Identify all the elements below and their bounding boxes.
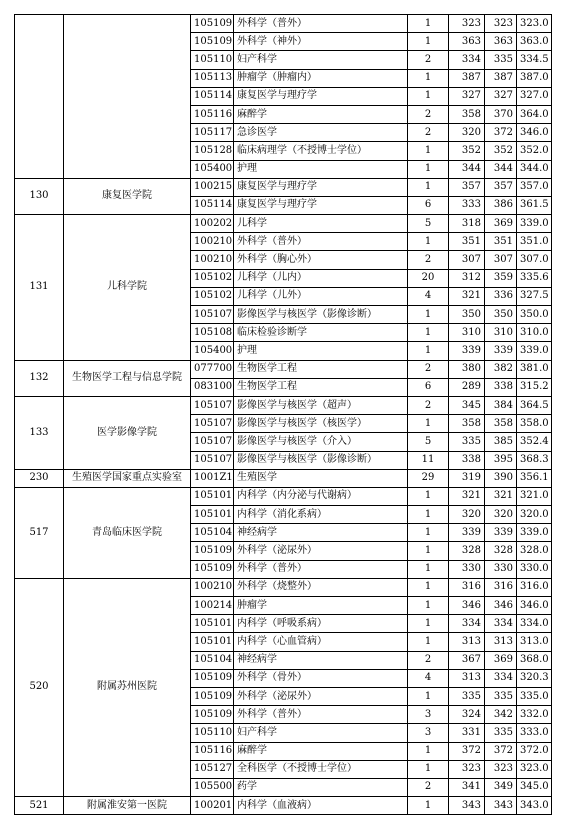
cell-max: 384 [485,396,517,414]
cell-max: 382 [485,360,517,378]
cell-major: 内科学（消化系病） [234,506,408,524]
cell-avg: 321.0 [517,487,552,505]
cell-num: 5 [408,215,449,233]
cell-min: 320 [449,124,485,142]
cell-min: 324 [449,706,485,724]
cell-num: 1 [408,542,449,560]
cell-code: 100210 [191,251,234,269]
cell-code: 105101 [191,487,234,505]
cell-code: 105107 [191,396,234,414]
cell-major: 内科学（呼吸系病） [234,615,408,633]
cell-major: 外科学（神外） [234,33,408,51]
cell-max: 335 [485,51,517,69]
cell-max: 335 [485,687,517,705]
cell-avg: 333.0 [517,724,552,742]
cell-code: 105102 [191,269,234,287]
cell-max: 395 [485,451,517,469]
cell-avg: 335.6 [517,269,552,287]
cell-code: 077700 [191,360,234,378]
cell-max: 370 [485,105,517,123]
cell-max: 350 [485,306,517,324]
cell-avg: 320.3 [517,669,552,687]
cell-major: 外科学（泌尿外） [234,542,408,560]
cell-max: 358 [485,415,517,433]
cell-code: 100210 [191,578,234,596]
cell-avg: 315.2 [517,378,552,396]
cell-min: 335 [449,687,485,705]
cell-num: 2 [408,105,449,123]
cell-num: 2 [408,51,449,69]
cell-code: 100214 [191,597,234,615]
cell-max: 386 [485,196,517,214]
table-row [15,469,552,487]
cell-num: 6 [408,378,449,396]
cell-max: 316 [485,578,517,596]
cell-major: 外科学（普外） [234,560,408,578]
cell-max: 334 [485,615,517,633]
cell-major: 生物医学工程 [234,378,408,396]
cell-major: 临床病理学（不授博士学位） [234,142,408,160]
cell-num: 2 [408,396,449,414]
cell-major: 儿科学（儿内） [234,269,408,287]
cell-min: 387 [449,69,485,87]
cell-major: 影像医学与核医学（影像诊断） [234,306,408,324]
cell-max: 323 [485,15,517,33]
cell-num: 3 [408,724,449,742]
cell-max: 369 [485,651,517,669]
cell-num: 1 [408,142,449,160]
cell-major: 儿科学（儿外） [234,287,408,305]
cell-min: 323 [449,760,485,778]
cell-code: 100215 [191,178,234,196]
cell-major: 康复医学与理疗学 [234,196,408,214]
cell-major: 外科学（胸心外） [234,251,408,269]
cell-num: 2 [408,124,449,142]
unit-name: 附属苏州医院 [64,578,191,796]
cell-max: 321 [485,487,517,505]
cell-avg: 330.0 [517,560,552,578]
cell-avg: 351.0 [517,233,552,251]
table-row [15,396,552,414]
cell-major: 生物医学工程 [234,360,408,378]
cell-avg: 328.0 [517,542,552,560]
cell-num: 1 [408,306,449,324]
cell-num: 1 [408,69,449,87]
cell-avg: 335.0 [517,687,552,705]
cell-major: 康复医学与理疗学 [234,87,408,105]
table-row [15,487,552,505]
cell-avg: 323.0 [517,15,552,33]
unit-number: 133 [15,396,64,469]
cell-code: 105101 [191,633,234,651]
cell-avg: 346.0 [517,124,552,142]
admission-score-table [14,14,552,815]
cell-major: 全科医学（不授博士学位） [234,760,408,778]
cell-min: 310 [449,324,485,342]
cell-code: 105102 [191,287,234,305]
cell-max: 310 [485,324,517,342]
cell-max: 390 [485,469,517,487]
cell-min: 339 [449,342,485,360]
cell-num: 1 [408,760,449,778]
table-row [15,797,552,815]
cell-num: 1 [408,487,449,505]
cell-code: 100201 [191,797,234,815]
cell-avg: 310.0 [517,324,552,342]
cell-max: 338 [485,378,517,396]
cell-min: 345 [449,396,485,414]
cell-min: 339 [449,524,485,542]
cell-code: 105116 [191,105,234,123]
unit-name: 附属淮安第一医院 [64,797,191,815]
cell-min: 346 [449,597,485,615]
cell-num: 1 [408,415,449,433]
cell-code: 105109 [191,706,234,724]
cell-code: 105104 [191,524,234,542]
cell-max: 313 [485,633,517,651]
cell-avg: 363.0 [517,33,552,51]
cell-major: 儿科学 [234,215,408,233]
cell-code: 105109 [191,687,234,705]
cell-code: 105500 [191,778,234,796]
cell-code: 105117 [191,124,234,142]
cell-max: 339 [485,524,517,542]
cell-min: 313 [449,669,485,687]
cell-code: 105108 [191,324,234,342]
unit-name: 医学影像学院 [64,396,191,469]
table-row [15,178,552,196]
cell-major: 外科学（普外） [234,706,408,724]
cell-avg: 339.0 [517,342,552,360]
cell-min: 316 [449,578,485,596]
cell-num: 1 [408,633,449,651]
cell-code: 105400 [191,160,234,178]
cell-max: 372 [485,124,517,142]
cell-min: 380 [449,360,485,378]
cell-max: 351 [485,233,517,251]
cell-code: 105400 [191,342,234,360]
cell-code: 105113 [191,69,234,87]
cell-avg: 339.0 [517,524,552,542]
cell-min: 334 [449,51,485,69]
cell-avg: 316.0 [517,578,552,596]
cell-major: 康复医学与理疗学 [234,178,408,196]
cell-num: 11 [408,451,449,469]
cell-num: 4 [408,669,449,687]
cell-num: 1 [408,615,449,633]
cell-num: 1 [408,342,449,360]
unit-name: 生殖医学国家重点实验室 [64,469,191,487]
cell-major: 肿瘤学 [234,597,408,615]
cell-max: 330 [485,560,517,578]
cell-num: 2 [408,251,449,269]
cell-max: 344 [485,160,517,178]
cell-major: 神经病学 [234,524,408,542]
cell-avg: 343.0 [517,797,552,815]
cell-avg: 364.5 [517,396,552,414]
cell-min: 312 [449,269,485,287]
cell-min: 344 [449,160,485,178]
cell-min: 351 [449,233,485,251]
cell-avg: 346.0 [517,597,552,615]
cell-max: 334 [485,669,517,687]
cell-major: 影像医学与核医学（介入） [234,433,408,451]
cell-num: 1 [408,178,449,196]
cell-major: 护理 [234,160,408,178]
cell-max: 363 [485,33,517,51]
cell-avg: 368.0 [517,651,552,669]
cell-avg: 307.0 [517,251,552,269]
cell-min: 350 [449,306,485,324]
cell-min: 352 [449,142,485,160]
cell-min: 328 [449,542,485,560]
cell-min: 335 [449,433,485,451]
cell-num: 1 [408,506,449,524]
cell-max: 327 [485,87,517,105]
cell-max: 336 [485,287,517,305]
cell-num: 1 [408,797,449,815]
unit-number: 521 [15,797,64,815]
cell-num: 1 [408,524,449,542]
cell-major: 外科学（烧整外） [234,578,408,596]
cell-num: 3 [408,706,449,724]
cell-major: 影像医学与核医学（核医学） [234,415,408,433]
unit-number: 131 [15,215,64,361]
cell-min: 367 [449,651,485,669]
cell-code: 105114 [191,87,234,105]
cell-code: 105116 [191,742,234,760]
cell-min: 331 [449,724,485,742]
cell-min: 321 [449,287,485,305]
table-row [15,578,552,596]
cell-code: 105114 [191,196,234,214]
cell-code: 105109 [191,33,234,51]
cell-major: 影像医学与核医学（影像诊断） [234,451,408,469]
cell-min: 318 [449,215,485,233]
cell-max: 320 [485,506,517,524]
cell-avg: 327.5 [517,287,552,305]
cell-min: 338 [449,451,485,469]
cell-code: 105101 [191,506,234,524]
cell-avg: 327.0 [517,87,552,105]
cell-num: 1 [408,33,449,51]
cell-code: 105128 [191,142,234,160]
cell-avg: 332.0 [517,706,552,724]
table-row [15,360,552,378]
cell-num: 1 [408,15,449,33]
cell-min: 319 [449,469,485,487]
cell-max: 357 [485,178,517,196]
cell-max: 359 [485,269,517,287]
cell-num: 29 [408,469,449,487]
cell-min: 323 [449,15,485,33]
cell-major: 药学 [234,778,408,796]
cell-max: 369 [485,215,517,233]
cell-major: 外科学（普外） [234,15,408,33]
cell-min: 321 [449,487,485,505]
cell-min: 320 [449,506,485,524]
cell-min: 307 [449,251,485,269]
cell-max: 385 [485,433,517,451]
cell-min: 330 [449,560,485,578]
cell-min: 334 [449,615,485,633]
cell-num: 1 [408,578,449,596]
cell-min: 289 [449,378,485,396]
cell-num: 6 [408,196,449,214]
cell-max: 387 [485,69,517,87]
cell-code: 100202 [191,215,234,233]
cell-max: 346 [485,597,517,615]
cell-num: 4 [408,287,449,305]
cell-avg: 357.0 [517,178,552,196]
cell-code: 083100 [191,378,234,396]
cell-num: 1 [408,233,449,251]
cell-major: 麻醉学 [234,105,408,123]
cell-avg: 381.0 [517,360,552,378]
cell-avg: 352.4 [517,433,552,451]
cell-num: 5 [408,433,449,451]
cell-code: 105107 [191,306,234,324]
cell-code: 100210 [191,233,234,251]
cell-avg: 364.0 [517,105,552,123]
cell-max: 372 [485,742,517,760]
cell-min: 357 [449,178,485,196]
table-body [15,15,552,815]
cell-major: 妇产科学 [234,51,408,69]
table-row [15,215,552,233]
cell-num: 20 [408,269,449,287]
cell-major: 妇产科学 [234,724,408,742]
cell-min: 372 [449,742,485,760]
cell-min: 327 [449,87,485,105]
cell-max: 352 [485,142,517,160]
cell-avg: 352.0 [517,142,552,160]
cell-avg: 334.0 [517,615,552,633]
cell-max: 339 [485,342,517,360]
cell-code: 105109 [191,15,234,33]
cell-min: 333 [449,196,485,214]
cell-major: 内科学（内分泌与代谢病） [234,487,408,505]
cell-avg: 334.5 [517,51,552,69]
cell-min: 358 [449,415,485,433]
cell-major: 肿瘤学（肿瘤内） [234,69,408,87]
cell-major: 急诊医学 [234,124,408,142]
cell-avg: 356.1 [517,469,552,487]
cell-code: 1001Z1 [191,469,234,487]
cell-max: 343 [485,797,517,815]
cell-code: 105107 [191,415,234,433]
cell-code: 105110 [191,51,234,69]
cell-min: 358 [449,105,485,123]
cell-code: 105109 [191,669,234,687]
unit-name: 康复医学院 [64,178,191,214]
cell-avg: 372.0 [517,742,552,760]
cell-code: 105104 [191,651,234,669]
cell-code: 105101 [191,615,234,633]
cell-avg: 323.0 [517,760,552,778]
cell-major: 外科学（泌尿外） [234,687,408,705]
cell-num: 2 [408,651,449,669]
unit-number: 517 [15,487,64,578]
cell-major: 麻醉学 [234,742,408,760]
cell-major: 内科学（心血管病） [234,633,408,651]
cell-num: 1 [408,597,449,615]
cell-num: 1 [408,687,449,705]
cell-major: 内科学（血液病） [234,797,408,815]
table-row [15,15,552,33]
cell-avg: 358.0 [517,415,552,433]
cell-num: 1 [408,560,449,578]
cell-major: 神经病学 [234,651,408,669]
unit-name: 青岛临床医学院 [64,487,191,578]
cell-max: 335 [485,724,517,742]
cell-code: 105109 [191,560,234,578]
unit-name [64,15,191,179]
unit-name: 儿科学院 [64,215,191,361]
unit-number [15,15,64,179]
unit-name: 生物医学工程与信息学院 [64,360,191,396]
cell-min: 341 [449,778,485,796]
cell-num: 2 [408,778,449,796]
cell-major: 生殖医学 [234,469,408,487]
cell-num: 2 [408,360,449,378]
cell-major: 临床检验诊断学 [234,324,408,342]
cell-min: 313 [449,633,485,651]
cell-avg: 350.0 [517,306,552,324]
cell-code: 105107 [191,433,234,451]
unit-number: 230 [15,469,64,487]
cell-code: 105107 [191,451,234,469]
cell-min: 343 [449,797,485,815]
cell-avg: 344.0 [517,160,552,178]
cell-avg: 387.0 [517,69,552,87]
cell-max: 307 [485,251,517,269]
cell-max: 323 [485,760,517,778]
cell-major: 外科学（普外） [234,233,408,251]
cell-code: 105127 [191,760,234,778]
cell-avg: 345.0 [517,778,552,796]
cell-num: 1 [408,87,449,105]
cell-max: 342 [485,706,517,724]
cell-major: 外科学（骨外） [234,669,408,687]
cell-major: 护理 [234,342,408,360]
cell-avg: 313.0 [517,633,552,651]
cell-min: 363 [449,33,485,51]
cell-avg: 339.0 [517,215,552,233]
cell-avg: 320.0 [517,506,552,524]
unit-number: 130 [15,178,64,214]
unit-number: 520 [15,578,64,796]
unit-number: 132 [15,360,64,396]
cell-num: 1 [408,324,449,342]
cell-code: 105110 [191,724,234,742]
cell-avg: 361.5 [517,196,552,214]
cell-num: 1 [408,742,449,760]
cell-code: 105109 [191,542,234,560]
cell-max: 349 [485,778,517,796]
cell-major: 影像医学与核医学（超声） [234,396,408,414]
cell-avg: 368.3 [517,451,552,469]
cell-num: 1 [408,160,449,178]
cell-max: 328 [485,542,517,560]
